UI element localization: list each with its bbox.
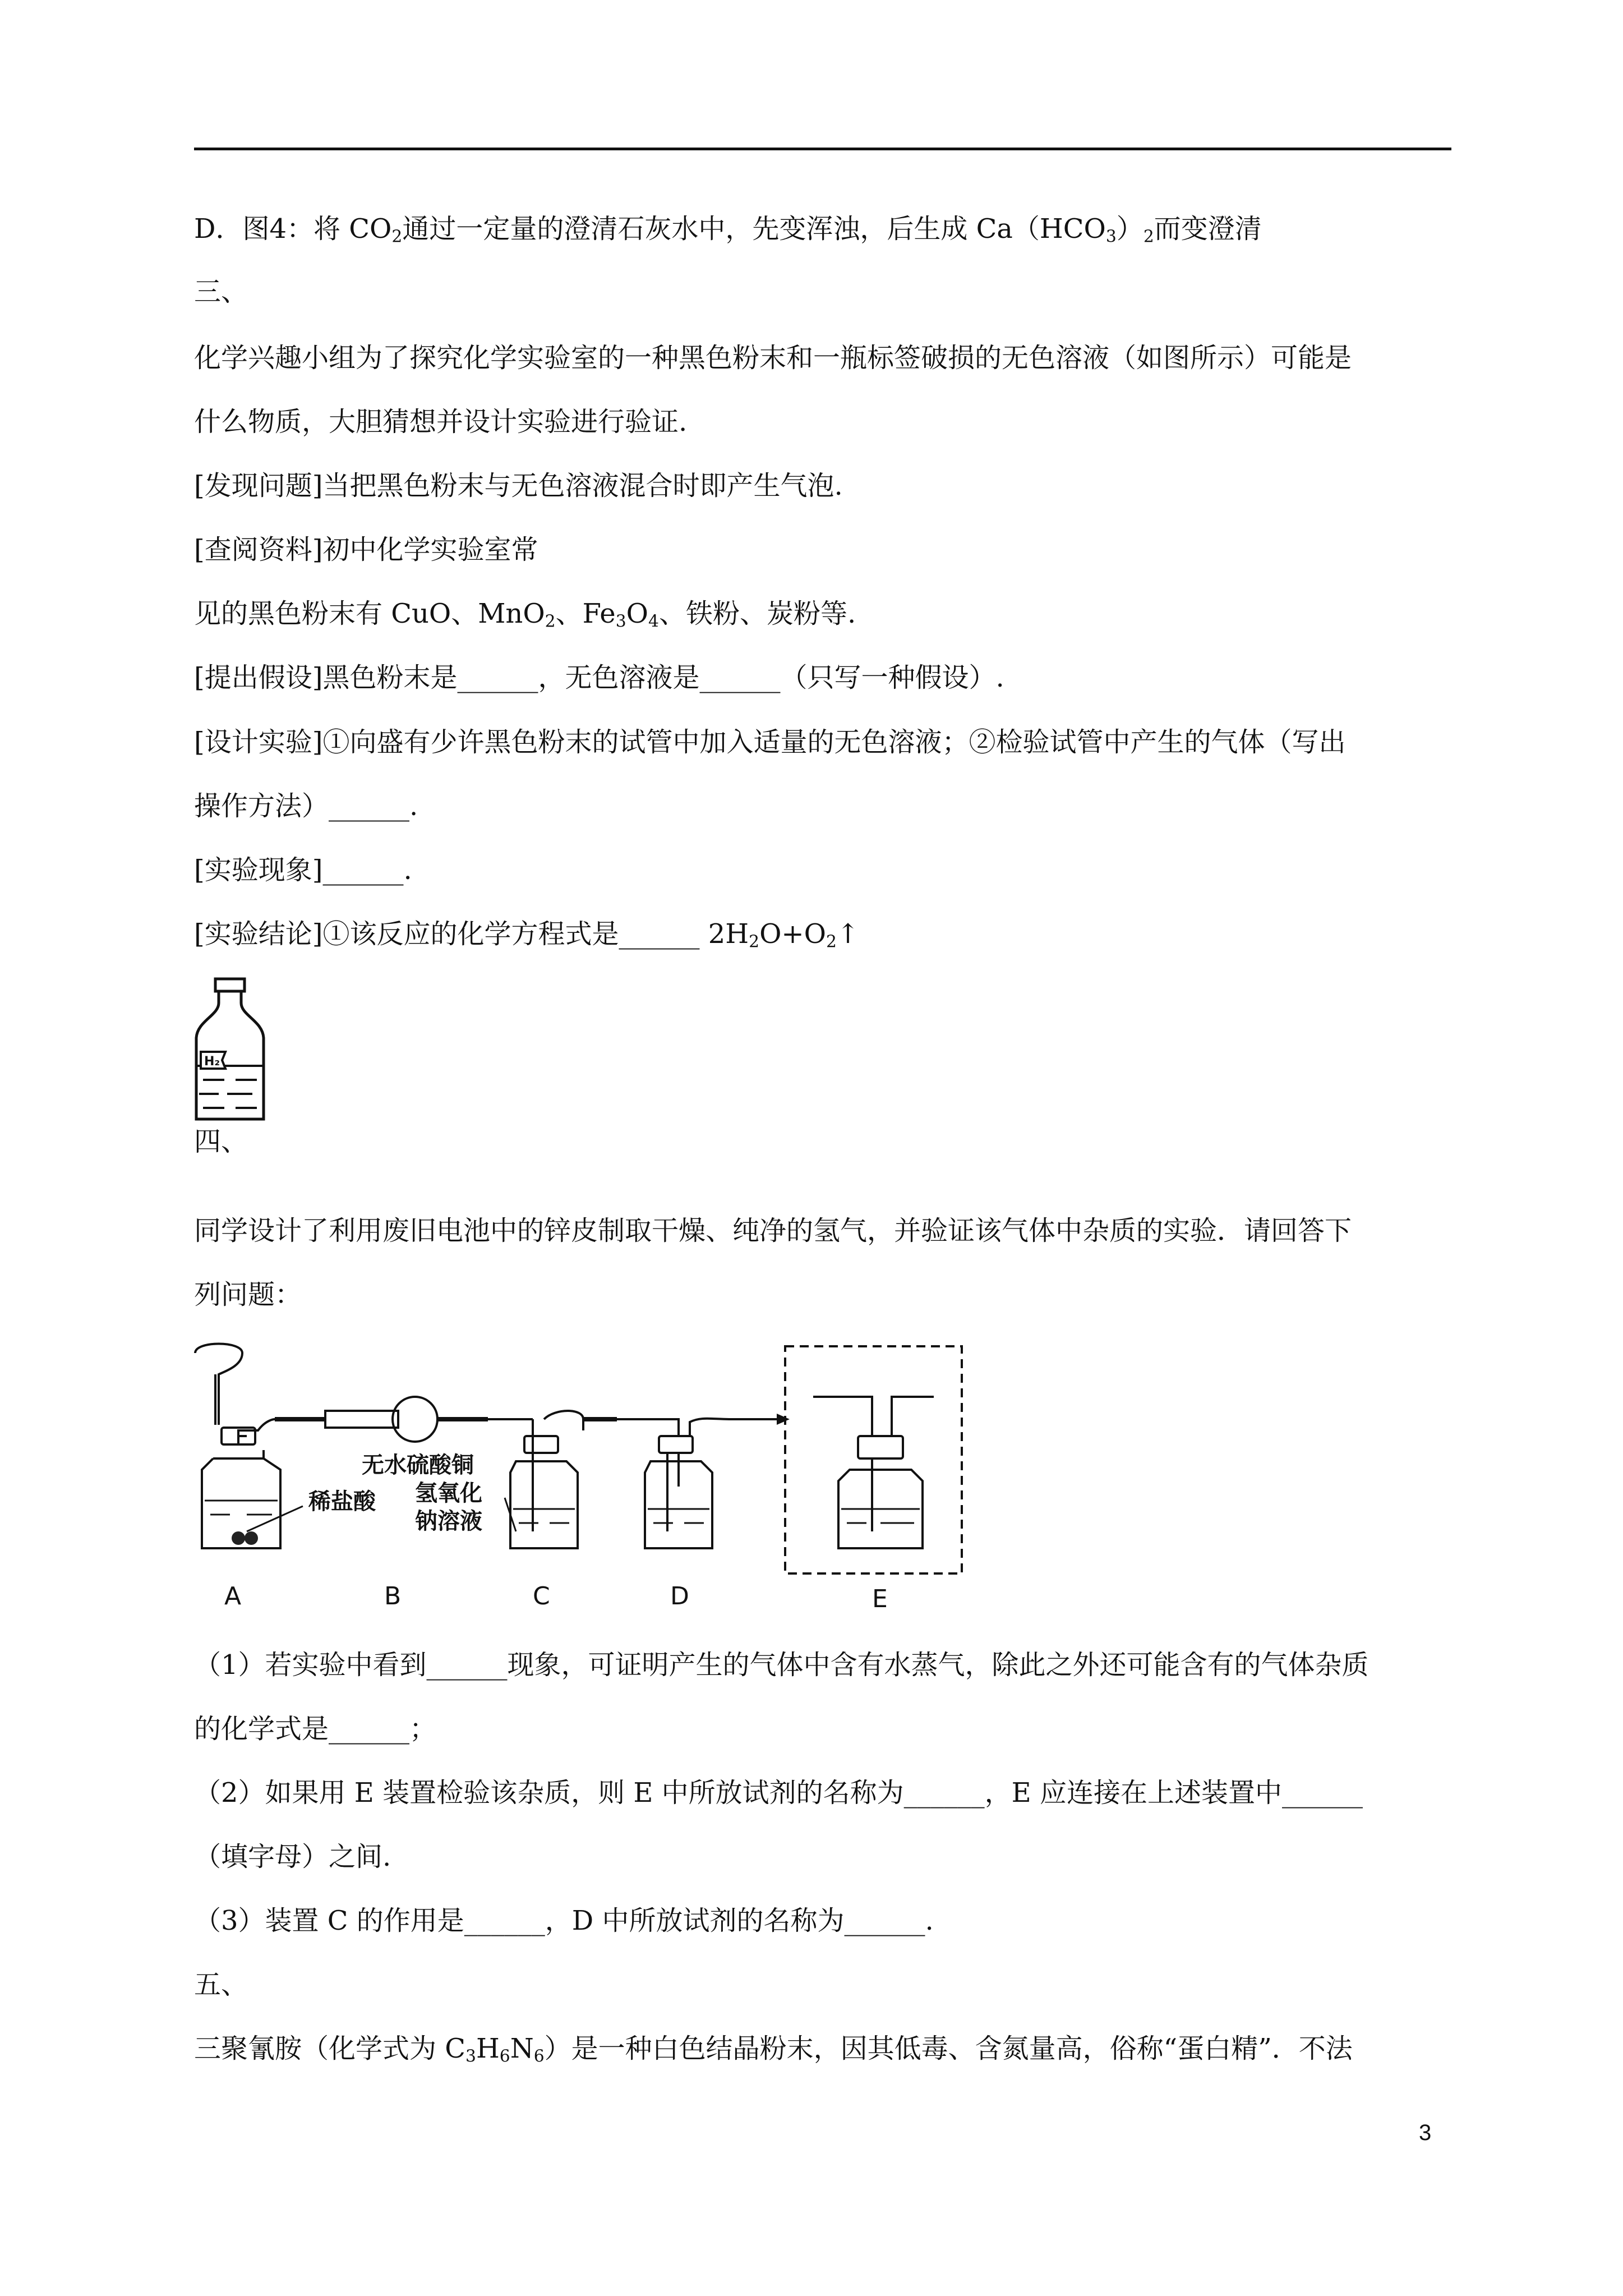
text-line: 的化学式是______； [194, 1713, 437, 1745]
text-line: （填字母）之间. [194, 1841, 391, 1872]
section-heading-4: 四、 [194, 1126, 248, 1157]
label-naoh-1: 氢氧化 [415, 1480, 482, 1506]
section-heading-3: 三、 [194, 276, 248, 307]
text-line: （2）如果用 E 装置检验该杂质，则 E 中所放试剂的名称为______，E 应连接在上述装置中______ [194, 1777, 1363, 1809]
label-dilute-hcl: 稀盐酸 [308, 1489, 376, 1515]
apparatus-letter: A [224, 1582, 242, 1611]
apparatus-letter: D [670, 1582, 689, 1611]
text-line: 三聚氰胺（化学式为 $C_3H_6N_6$）是一种白色结晶粉末，因其低毒、含氮量高，俗称“蛋白精”．不法 [194, 2033, 1353, 2067]
text-line: 化学兴趣小组为了探究化学实验室的一种黑色粉末和一瓶标签破损的无色溶液（如图所示）可能是 [194, 342, 1352, 374]
apparatus-letter: B [384, 1582, 402, 1611]
text-line: [查阅资料]初中化学实验室常 [194, 534, 538, 565]
text-line: （1）若实验中看到______现象，可证明产生的气体中含有水蒸气，除此之外还可能含有的气体杂质 [194, 1649, 1369, 1681]
text-line: （3）装置 C 的作用是______，D 中所放试剂的名称为______. [194, 1905, 934, 1936]
bottle-label: H₂ [204, 1055, 220, 1069]
option-d-line: D．图4：将 $CO_2$通过一定量的澄清石灰水中，先变浑浊，后生成 $Ca(HCO_3)_2$而变澄清 [194, 213, 1262, 247]
text-line: [提出假设]黑色粉末是______，无色溶液是______（只写一种假设）. [194, 662, 1004, 693]
hydrogen-apparatus-figure [191, 1341, 1021, 1632]
apparatus-letter: E [872, 1585, 888, 1613]
separatory-funnel [195, 1344, 242, 1425]
text-line: [实验结论]①该反应的化学方程式是______ $2H_2O+O_2↑$ [194, 918, 860, 952]
text-line: [设计实验]①向盛有少许黑色粉末的试管中加入适量的无色溶液；②检验试管中产生的气体（写出 [194, 726, 1346, 758]
text-line: 操作方法）______. [194, 790, 418, 822]
label-naoh-2: 钠溶液 [415, 1508, 482, 1534]
text-line: 见的黑色粉末有 CuO、MnO$_2$、$Fe_3O_4$、铁粉、炭粉等. [194, 598, 856, 632]
drying-tube-b [325, 1411, 398, 1428]
apparatus-e-box [785, 1346, 962, 1573]
label-anhydrous-copper-sulfate: 无水硫酸铜 [362, 1452, 474, 1478]
header-rule [194, 148, 1451, 150]
text-line: 列问题： [194, 1279, 302, 1310]
text-line: [实验现象]______. [194, 854, 412, 886]
text-line: 什么物质，大胆猜想并设计实验进行验证. [194, 406, 688, 438]
flask-c [510, 1461, 578, 1548]
text-line: [发现问题]当把黑色粉末与无色溶液混合时即产生气泡. [194, 470, 843, 501]
reagent-bottle-figure [191, 976, 269, 1125]
section-heading-5: 五、 [194, 1969, 248, 2000]
page-number: 3 [1419, 2120, 1432, 2145]
apparatus-letter: C [533, 1582, 550, 1611]
text-line: 同学设计了利用废旧电池中的锌皮制取干燥、纯净的氢气，并验证该气体中杂质的实验．请回答下 [194, 1215, 1352, 1246]
